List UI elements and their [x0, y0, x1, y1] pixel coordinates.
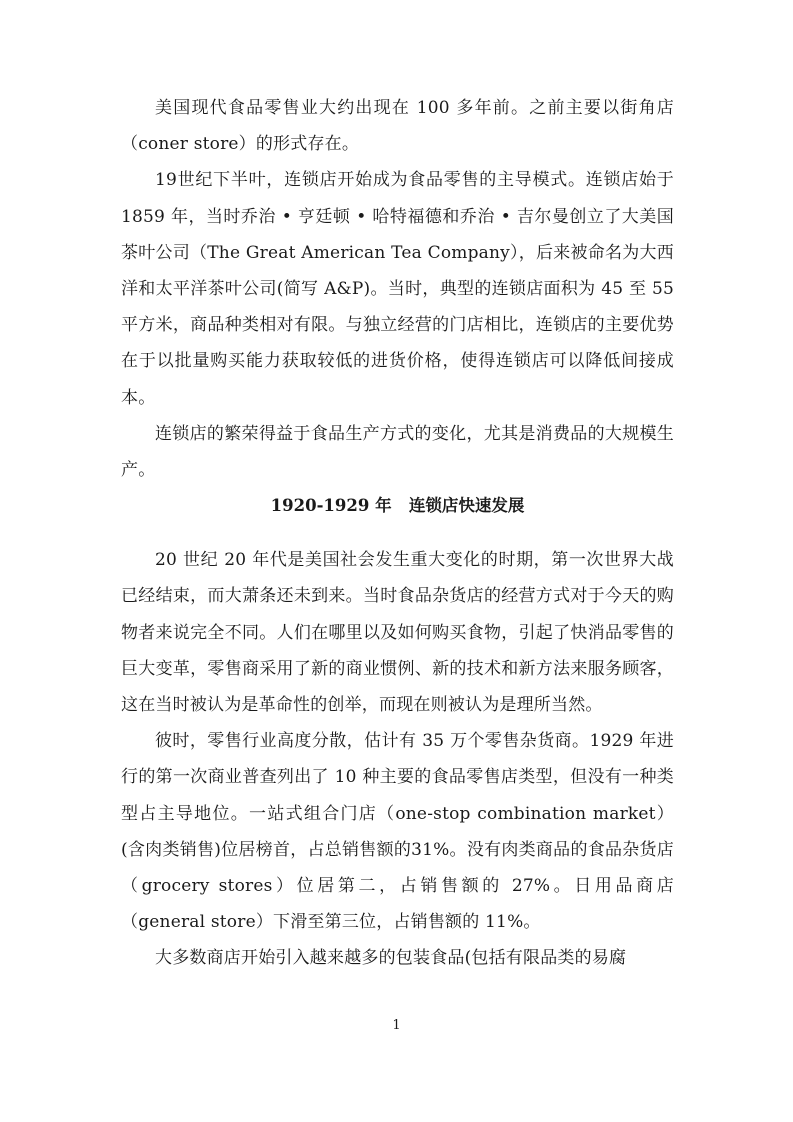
paragraph-corner-store: 美国现代食品零售业大约出现在 100 多年前。之前主要以街角店（coner store）的形式存在。 [121, 98, 674, 155]
page-number: 1 [392, 1018, 401, 1033]
paragraph-mass-production: 连锁店的繁荣得益于食品生产方式的变化，尤其是消费品的大规模生产。 [121, 423, 674, 481]
paragraph-1920s-changes: 20 世纪 20 年代是美国社会发生重大变化的时期，第一次世界大战已经结束，而大萧条还未到来。当时食品杂货店的经营方式对于今天的购物者来说完全不同。人们在哪里以及如何购买食物，引起了快消品零售的巨大变革，零售商采用了新的商业惯例、新的技术和新方法来服务顾客，这在当时被认为是革命性的创举，而现在则被认为是理所当然。 [121, 550, 674, 716]
paragraph-packaged-food: 大多数商店开始引入越来越多的包装食品(包括有限品类的易腐 [155, 948, 627, 969]
paragraph-chain-store-origin: 19世纪下半叶，连锁店开始成为食品零售的主导模式。连锁店始于 1859 年，当时乔治 • 亨廷顿 • 哈特福德和乔治 • 吉尔曼创立了大美国茶叶公司（The Great American Tea Company），后来被命名为大西洋和太平洋茶叶公司(简写 A&P)。当时，典型的连锁店面积为 45 至 55 平方米，商品种类相对有限。与独立经营的门店相比，连锁店的主要优势在于以批量购买能力获取较低的进货价格，使得连锁店可以降低间接成本。 [121, 170, 674, 408]
paragraph-retail-census: 彼时，零售行业高度分散，估计有 35 万个零售杂货商。1929 年进行的第一次商业普查列出了 10 种主要的食品零售店类型，但没有一种类型占主导地位。一站式组合门店（one-stop combination market）(含肉类销售)位居榜首，占总销售额的31%。没有肉类商品的食品杂货店（grocery stores）位居第二，占销售额的 27%。日用品商店（general store）下滑至第三位，占销售额的 11%。 [121, 731, 674, 933]
document-body [121, 90, 674, 977]
section-heading: 1920-1929 年 连锁店快速发展 [270, 496, 525, 516]
